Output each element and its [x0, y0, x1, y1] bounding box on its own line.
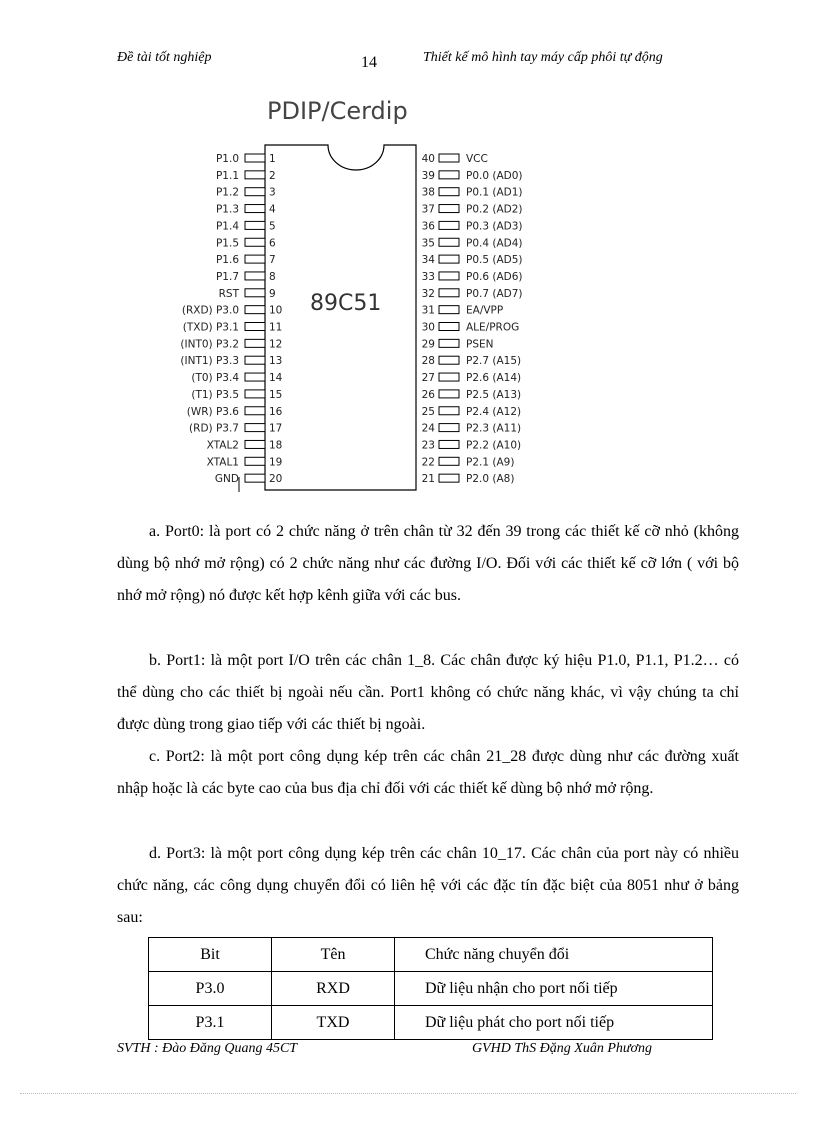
pin-stub [245, 272, 265, 280]
footer-left: SVTH : Đào Đăng Quang 45CT [117, 1041, 298, 1056]
pin-label: XTAL1 [206, 456, 239, 469]
pin-label: ALE/PROG [466, 321, 520, 334]
chip-name: 89C51 [310, 291, 382, 316]
pin-label: P0.3 (AD3) [466, 220, 523, 233]
pin-number: 23 [421, 439, 435, 452]
pin-stub [245, 289, 265, 297]
table-row [149, 972, 713, 1006]
pin-stub [439, 154, 459, 162]
pin-label: P1.6 [215, 254, 239, 267]
package-label: PDIP/Cerdip [267, 97, 408, 125]
header-right: Thiết kế mô hình tay máy cấp phôi tự động [423, 50, 663, 65]
pin-number: 36 [421, 220, 435, 233]
pin-label: P1.1 [215, 169, 239, 182]
pin-stub [245, 339, 265, 347]
pin-number: 7 [269, 254, 276, 267]
pinout-diagram [150, 95, 570, 495]
pin-label: P2.6 (A14) [466, 372, 522, 385]
pin-stub [245, 356, 265, 364]
pin-number: 9 [269, 287, 276, 300]
pin-label: P1.0 [215, 153, 239, 165]
pin-number: 40 [421, 153, 435, 165]
pin-number: 3 [269, 186, 276, 199]
pin-label: P2.1 (A9) [466, 456, 515, 469]
pin-label: EA/VPP [466, 304, 504, 317]
pin-label: (T1) P3.5 [191, 388, 239, 401]
footer-right: GVHD ThS Đặng Xuân Phương [472, 1041, 652, 1056]
pin-number: 37 [421, 203, 435, 216]
paragraph-port1: b. Port1: là một port I/O trên các chân 1_8. Các chân được ký hiệu P1.0, P1.1, P1.2… có thể dùng cho các thiết bị ngoài nếu cần. Port1 không có chức năng khác, vì vậy chúng ta chỉ được dùng trong giao tiếp với các thiết bị ngoài. [117, 652, 739, 733]
pin-number: 10 [269, 304, 283, 317]
pin-label: (RXD) P3.0 [181, 304, 239, 317]
table-cell: P3.1 [149, 1006, 272, 1040]
pin-stub [439, 255, 459, 263]
pin-stub [439, 221, 459, 229]
pin-stub [439, 171, 459, 179]
pin-label: P2.4 (A12) [466, 405, 522, 418]
pin-stub [245, 238, 265, 246]
port3-function-table [148, 937, 713, 1040]
chip-body [265, 145, 416, 490]
page-number: 14 [361, 54, 377, 71]
header-left: Đề tài tốt nghiệp [117, 50, 212, 65]
pin-stub [439, 238, 459, 246]
pin-stub [439, 205, 459, 213]
pin-stub [245, 205, 265, 213]
pin-stub [245, 390, 265, 398]
pin-number: 17 [269, 422, 283, 435]
pin-label: P0.6 (AD6) [466, 270, 523, 283]
pin-stub [245, 424, 265, 432]
pin-label: P0.1 (AD1) [466, 186, 523, 199]
paragraph-port3: d. Port3: là một port công dụng kép trên các chân 10_17. Các chân của port này có nhiều chức năng, các công dụng chuyển đổi có liên hệ với các đặc tín đặc biệt của 8051 như ở bảng sau: [117, 845, 739, 926]
pin-number: 20 [269, 473, 283, 486]
pin-number: 29 [421, 338, 435, 351]
pin-number: 28 [421, 355, 435, 368]
pin-number: 38 [421, 186, 435, 199]
pin-number: 8 [269, 270, 276, 283]
pin-stub [245, 440, 265, 448]
pin-number: 35 [421, 237, 435, 250]
pin-label: PSEN [466, 338, 494, 351]
pin-label: P1.2 [215, 186, 239, 199]
pin-number: 15 [269, 388, 283, 401]
table-cell: Dữ liệu phát cho port nối tiếp [395, 1006, 713, 1040]
pin-label: GND [214, 473, 239, 486]
pin-number: 6 [269, 237, 276, 250]
table-cell: P3.0 [149, 972, 272, 1006]
pin-stub [245, 457, 265, 465]
pin-label: P0.4 (AD4) [466, 237, 523, 250]
pin-stub [245, 407, 265, 415]
pin-stub [439, 306, 459, 314]
pin-stub [439, 356, 459, 364]
pin-label: (TXD) P3.1 [182, 321, 239, 334]
pin-number: 32 [421, 287, 435, 300]
paragraph-port2: c. Port2: là một port công dụng kép trên các chân 21_28 được dùng như các đường xuất nhập hoặc là các byte cao của bus địa chỉ đối với các thiết kế dùng bộ nhớ mở rộng. [117, 748, 739, 797]
pin-stub [439, 188, 459, 196]
pin-number: 4 [269, 203, 276, 216]
pin-label: P2.7 (A15) [466, 355, 522, 368]
table-cell: TXD [272, 1006, 395, 1040]
pin-number: 31 [421, 304, 435, 317]
pin-number: 26 [421, 388, 435, 401]
right-pins [422, 153, 523, 485]
pin-stub [439, 474, 459, 482]
pin-label: VCC [466, 153, 488, 165]
pin-number: 18 [269, 439, 283, 452]
pin-number: 13 [269, 355, 283, 368]
left-pins [180, 153, 282, 485]
pin-label: P0.7 (AD7) [466, 287, 523, 300]
pin-stub [245, 171, 265, 179]
pin-stub [439, 373, 459, 381]
pin-number: 19 [269, 456, 283, 469]
header-function: Chức năng chuyển đổi [395, 938, 713, 972]
pin-label: P0.0 (AD0) [466, 169, 523, 182]
pin-label: (INT1) P3.3 [180, 355, 239, 368]
pin-number: 14 [269, 372, 283, 385]
pin-number: 12 [269, 338, 283, 351]
pin-label: (INT0) P3.2 [180, 338, 239, 351]
pin-stub [439, 440, 459, 448]
pin-number: 1 [269, 153, 276, 165]
pin-label: (RD) P3.7 [189, 422, 239, 435]
pin-stub [439, 339, 459, 347]
pin-stub [439, 323, 459, 331]
pin-number: 33 [421, 270, 435, 283]
pin-label: RST [218, 287, 239, 300]
pin-stub [245, 373, 265, 381]
pin-label: P2.2 (A10) [466, 439, 522, 452]
pin-number: 2 [269, 169, 276, 182]
pin-label: (T0) P3.4 [191, 372, 239, 385]
pin-stub [439, 407, 459, 415]
pin-stub [439, 390, 459, 398]
pin-number: 11 [269, 321, 283, 334]
pin-stub [245, 306, 265, 314]
pin-label: P1.5 [215, 237, 239, 250]
pin-label: P2.0 (A8) [466, 473, 515, 486]
pin-number: 27 [421, 372, 435, 385]
pin-number: 5 [269, 220, 276, 233]
pin-number: 25 [421, 405, 435, 418]
pin-stub [439, 272, 459, 280]
pin-number: 22 [421, 456, 435, 469]
pin-number: 24 [421, 422, 435, 435]
pin-number: 30 [421, 321, 435, 334]
paragraph-port0: a. Port0: là port có 2 chức năng ở trên chân từ 32 đến 39 trong các thiết kế cỡ nhỏ (không dùng bộ nhớ mở rộng) có 2 chức năng như các đường I/O. Đối với các thiết kế cỡ lớn ( với bộ nhớ mở rộng) nó được kết hợp kênh giữa với các bus. [117, 523, 739, 604]
pin-label: P2.5 (A13) [466, 388, 522, 401]
table-header-row [149, 938, 713, 972]
pin-number: 34 [421, 254, 435, 267]
pin-label: P0.5 (AD5) [466, 254, 523, 267]
pin-label: P2.3 (A11) [466, 422, 522, 435]
header-bit: Bit [149, 938, 272, 972]
header-name: Tên [272, 938, 395, 972]
pin-stub [245, 323, 265, 331]
pin-label: P0.2 (AD2) [466, 203, 523, 216]
pin-number: 16 [269, 405, 283, 418]
pin-stub [245, 221, 265, 229]
pin-stub [439, 457, 459, 465]
pin-number: 39 [421, 169, 435, 182]
pin-stub [245, 474, 265, 482]
pin-stub [245, 154, 265, 162]
pin-number: 21 [421, 473, 435, 486]
pin-stub [245, 255, 265, 263]
pin-label: P1.4 [215, 220, 239, 233]
table-cell: RXD [272, 972, 395, 1006]
pin-stub [245, 188, 265, 196]
table-row [149, 1006, 713, 1040]
pin-label: P1.3 [215, 203, 239, 216]
pin-label: XTAL2 [206, 439, 239, 452]
page-divider [20, 1093, 796, 1094]
pin-stub [439, 289, 459, 297]
pin-label: P1.7 [215, 270, 239, 283]
pin-label: (WR) P3.6 [186, 405, 239, 418]
table-cell: Dữ liệu nhận cho port nối tiếp [395, 972, 713, 1006]
pin-stub [439, 424, 459, 432]
